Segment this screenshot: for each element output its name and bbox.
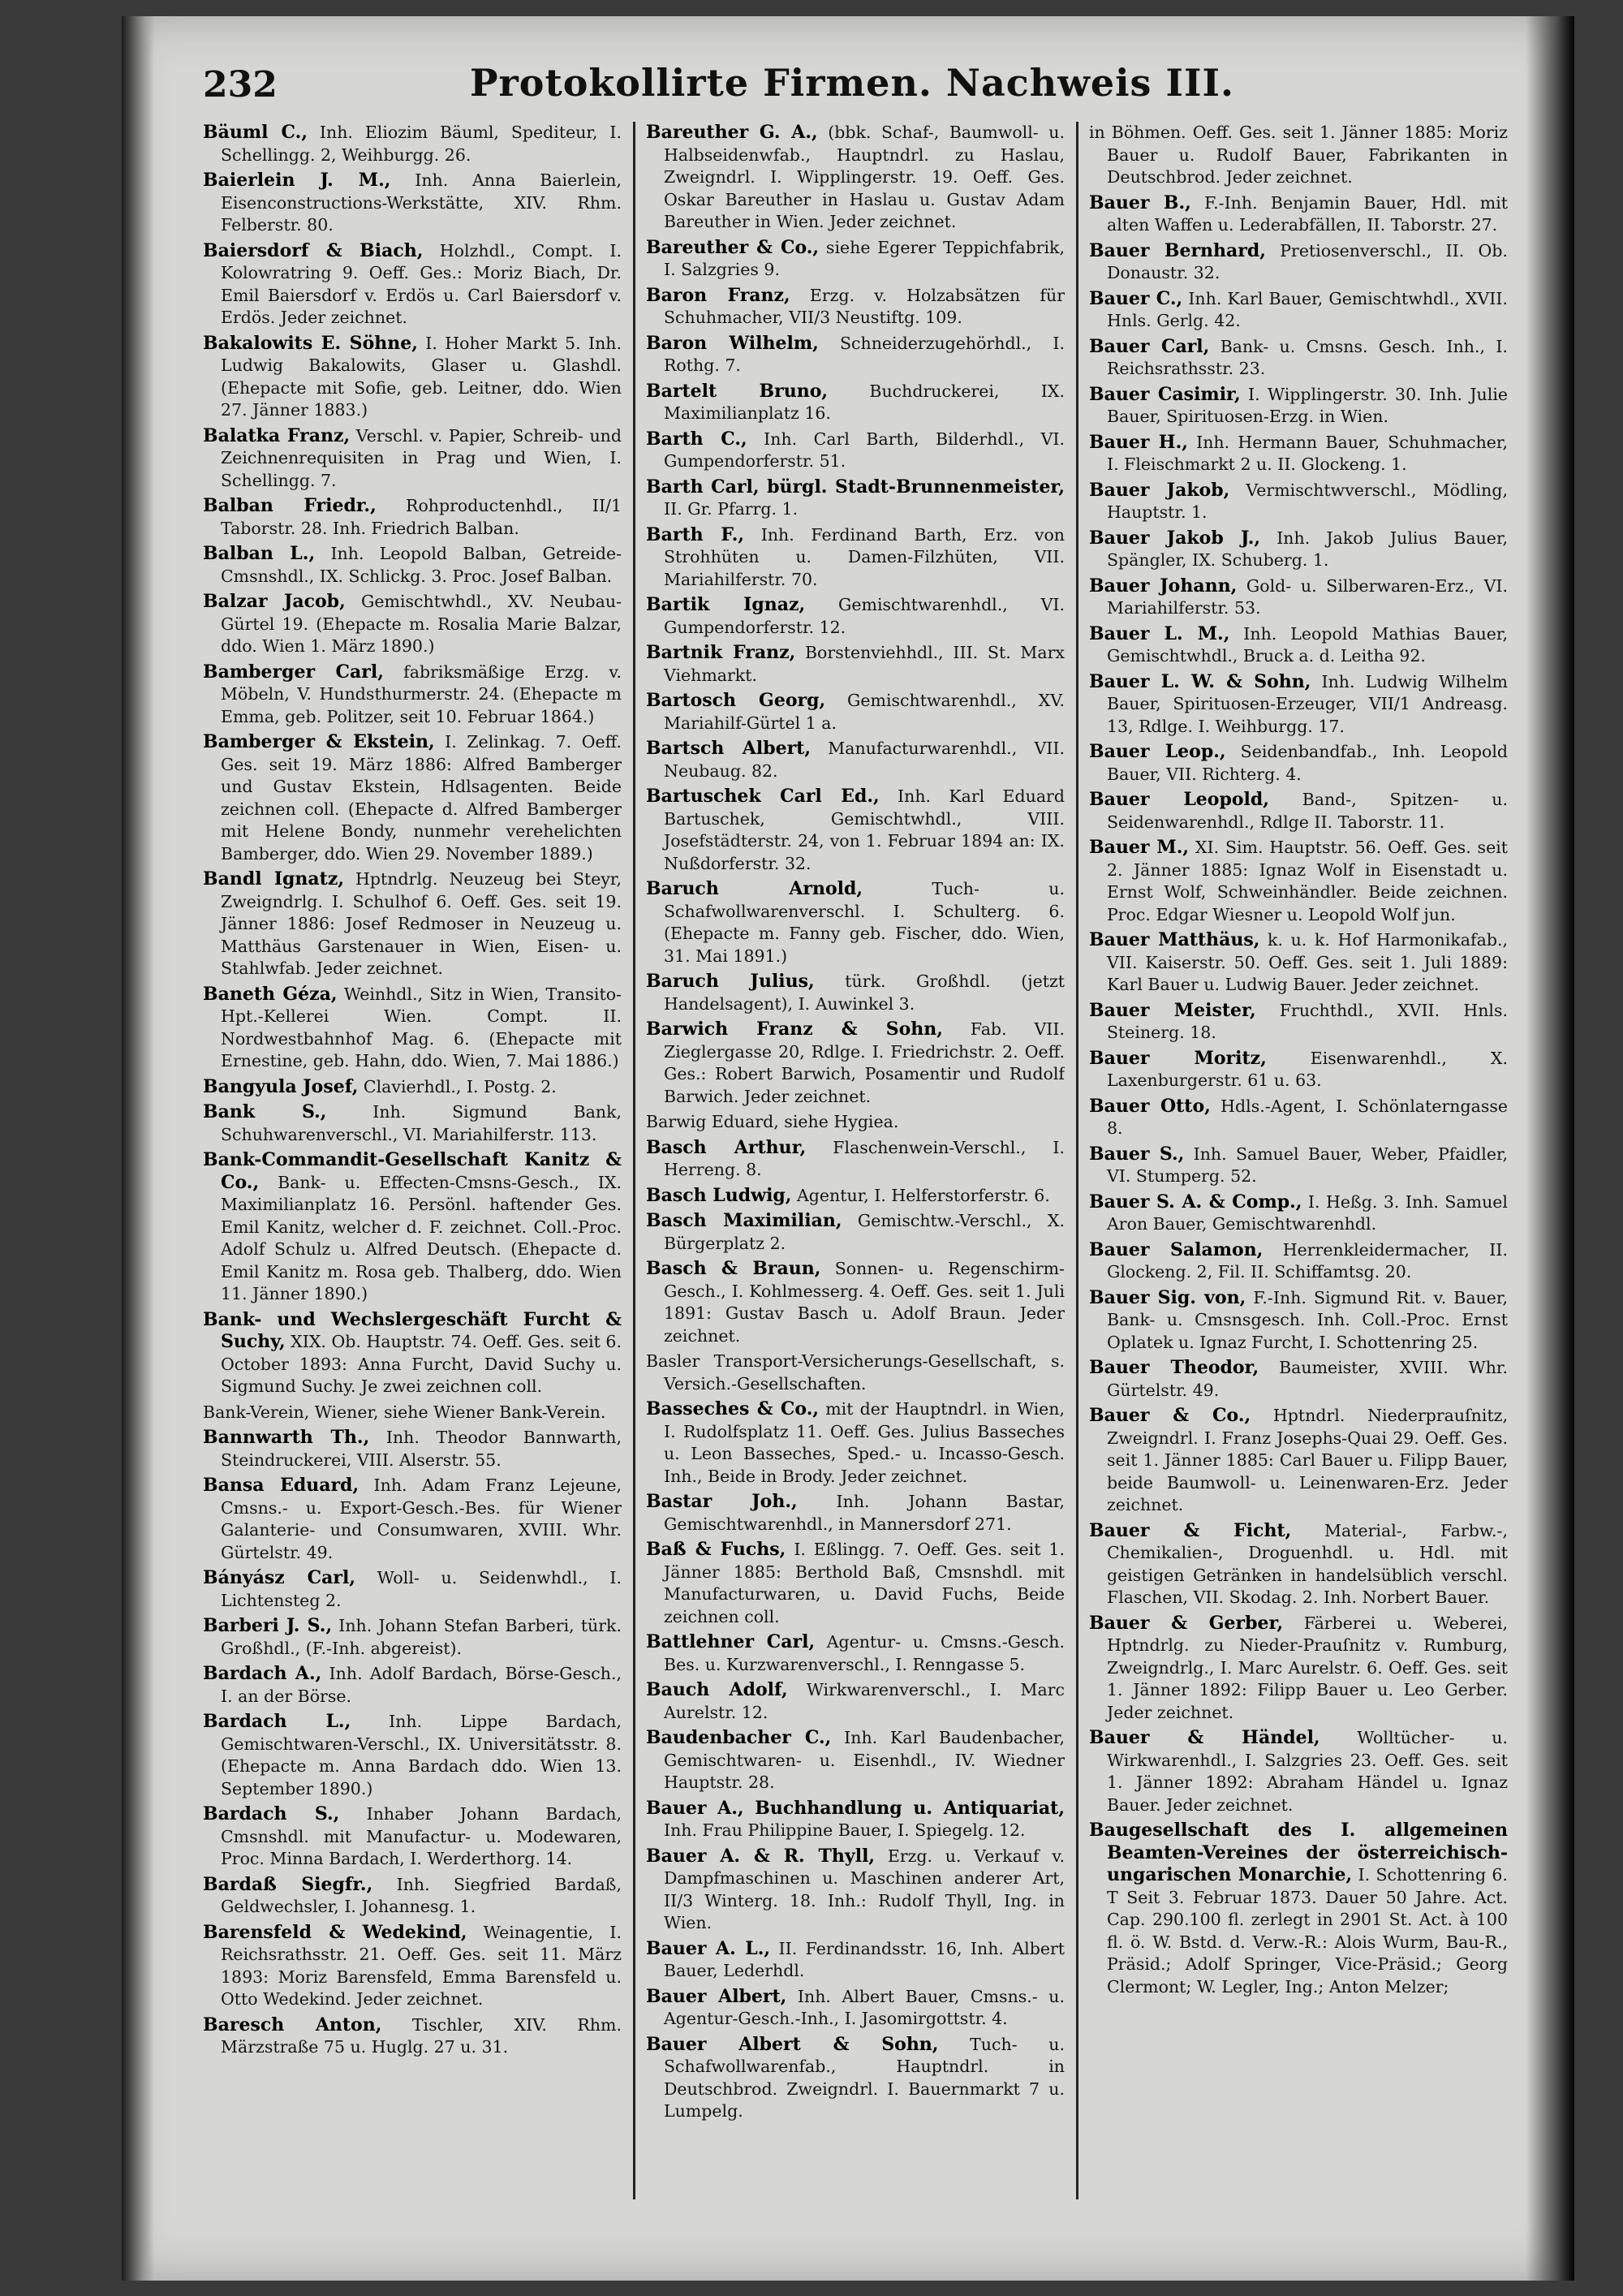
firm-name: Barwich Franz & Sohn, [646, 1019, 943, 1040]
entry-details: Inh. Samuel Bauer, Weber, Pfaidler, VI. Stumperg. 52. [1107, 1144, 1508, 1186]
column-2 [646, 122, 1065, 2232]
firm-name: Barth Carl, bürgl. Stadt-Brunnenmeister, [646, 476, 1065, 498]
entry-details: Baumeister, XVIII. Whr. Gürtelstr. 49. [1107, 1358, 1508, 1400]
directory-entry [203, 1922, 622, 2011]
firm-name: Bauer Leopold, [1089, 789, 1269, 810]
directory-entry [1089, 1191, 1508, 1236]
directory-entry [646, 1539, 1065, 1628]
entry-details: Borstenviehhdl., III. St. Marx Viehmarkt. [664, 643, 1065, 685]
firm-name: Baron Wilhelm, [646, 332, 819, 354]
entry-details: Wolltücher- u. Wirkwarenhdl., I. Salzgries 23. Oeff. Ges. seit 1. Jänner 1892: Abraham Händel u. Ignaz Bauer. Jeder zeichnet. [1107, 1728, 1508, 1815]
page-edge-shadow [1526, 16, 1574, 2281]
directory-entry [203, 591, 622, 658]
firm-name: Bauer & Händel, [1089, 1727, 1320, 1748]
directory-entry [1089, 480, 1508, 524]
firm-name: Bauer H., [1089, 431, 1188, 453]
firm-name: Battlehner Carl, [646, 1631, 816, 1652]
entry-details: Färberei u. Weberei, Hptndrlg. zu Nieder-Prauſnitz v. Rumburg, Zweigndrlg., I. Marc Aurelstr. 6. Oeff. Ges. seit 1. Jänner 1892: Filipp Bauer u. Leo Gerber. Jeder zeichnet. [1107, 1613, 1508, 1722]
entry-details: I. Eßlingg. 7. Oeff. Ges. seit 1. Jänner 1885: Berthold Baß, Cmsnshdl. mit Manufacturwaren, u. David Fuchs, Beide zeichnen coll. [664, 1540, 1065, 1626]
entry-details: I. Hoher Markt 5. Inh. Ludwig Bakalowits, Glaser u. Glashdl. (Ehepacte mit Sofie, geb. Leitner, ddo. Wien 27. Jänner 1883.) [221, 333, 622, 420]
entry-details: Gemischtwarenhdl., VI. Gumpendorferstr. 12. [664, 595, 1065, 637]
entry-details: Erzg. u. Verkauf v. Dampfmaschinen u. Maschinen anderer Art, II/3 Winterg. 18. Inh.: Rudolf Thyll, Ing. in Wien. [664, 1846, 1065, 1932]
entry-details: Barwig Eduard, siehe Hygiea. [646, 1112, 899, 1131]
firm-name: Barth F., [646, 523, 745, 545]
firm-name: Bauer Albert & Sohn, [646, 2033, 939, 2055]
firm-name: Bauer Sig. von, [1089, 1286, 1246, 1308]
directory-entry [1089, 1820, 1508, 1998]
entry-details: Inh. Eliozim Bäuml, Spediteur, I. Schellingg. 2, Weihburgg. 26. [221, 123, 622, 165]
firm-name: Bansa Eduard, [203, 1475, 359, 1496]
column-3 [1089, 122, 1508, 2232]
directory-entry [203, 1149, 622, 1306]
directory-entry [646, 1938, 1065, 1983]
entry-details: Buchdruckerei, IX. Maximilianplatz 16. [664, 381, 1065, 423]
directory-entry [646, 2034, 1065, 2123]
directory-entry [1089, 528, 1508, 572]
entry-details: Sonnen- u. Regenschirm-Gesch., I. Kohlmesserg. 4. Oeff. Ges. seit 1. Juli 1891: Gustav Basch u. Adolf Braun. Jeder zeichnet. [664, 1259, 1065, 1346]
column-1 [203, 122, 622, 2232]
entry-details: Inh. Karl Bauer, Gemischtwhdl., XVII. Hnls. Gerlg. 42. [1107, 288, 1508, 330]
directory-entry [1089, 1727, 1508, 1816]
entry-details: Inh. Jakob Julius Bauer, Spängler, IX. Schuberg. 1. [1107, 528, 1508, 570]
directory-entry [1089, 192, 1508, 237]
firm-name: Baiersdorf & Biach, [203, 239, 424, 261]
directory-entry [203, 1663, 622, 1708]
entry-details: Hdls.-Agent, I. Schönlaterngasse 8. [1107, 1096, 1508, 1138]
entry-details: Weinagentie, I. Reichsrathsstr. 21. Oeff. Ges. seit 11. März 1893: Moriz Barensfeld, Emma Barensfeld u. Otto Wedekind. Jeder zeichnet. [221, 1922, 622, 2009]
firm-name: Bauer Matthäus, [1089, 929, 1260, 950]
directory-entry [203, 240, 622, 330]
entry-details: Woll- u. Seidenwhdl., I. Lichtensteg 2. [221, 1568, 622, 1610]
firm-name: Baudenbacher C., [646, 1727, 832, 1748]
directory-entry [1089, 1405, 1508, 1517]
firm-name: Bannwarth Th., [203, 1427, 370, 1448]
entry-details: II. Ferdinandsstr. 16, Inh. Albert Bauer, Lederhdl. [664, 1938, 1065, 1980]
directory-entry [1089, 1239, 1508, 1284]
firm-name: Bank S., [203, 1101, 327, 1122]
directory-entry [646, 122, 1065, 234]
entry-details: mit der Hauptndrl. in Wien, I. Rudolfsplatz 11. Oeff. Ges. Julius Basseches u. Leon Basseches, Sped.- u. Incasso-Gesch. Inh., Beide in Brody. Jeder zeichnet. [664, 1399, 1065, 1486]
page-header [203, 61, 1501, 118]
firm-name: Baneth Géza, [203, 983, 338, 1005]
entry-details: Fab. VII. Zieglergasse 20, Rdlge. I. Friedrichstr. 2. Oeff. Ges.: Robert Barwich, Posamentir und Rudolf Barwich. Jeder zeichnet. [664, 1019, 1065, 1106]
directory-entry [203, 661, 622, 729]
directory-entry [1089, 789, 1508, 834]
directory-entry [203, 1101, 622, 1146]
directory-entry [646, 1631, 1065, 1676]
entry-details: I. Wipplingerstr. 30. Inh. Julie Bauer, Spirituosen-Erzg. in Wien. [1107, 384, 1508, 426]
directory-entry [1089, 623, 1508, 668]
directory-entry [1089, 336, 1508, 381]
firm-name: Bauer A., Buchhandlung u. Antiquariat, [646, 1797, 1065, 1819]
directory-entry [1089, 1520, 1508, 1609]
directory-entry [1089, 1287, 1508, 1355]
firm-name: Baruch Julius, [646, 971, 815, 992]
directory-entry [646, 690, 1065, 734]
directory-entry [203, 1567, 622, 1612]
entry-details: Inh. Albert Bauer, Cmsns.- u. Agentur-Gesch.-Inh., I. Jasomirgottstr. 4. [664, 1986, 1065, 2028]
entry-details: Manufacturwarenhdl., VII. Neubaug. 82. [664, 739, 1065, 781]
firm-name: Bakalowits E. Söhne, [203, 332, 418, 354]
firm-name: Bauer Theodor, [1089, 1357, 1259, 1378]
directory-entry [203, 333, 622, 422]
firm-name: Bareuther G. A., [646, 122, 818, 143]
entry-details: Hptndrl. Niederprauſnitz, Zweigndrl. I. Franz Josephs-Quai 29. Oeff. Ges. seit 1. Jänner 1885: Carl Bauer u. Filipp Bauer, beide Baumwoll- u. Leinenwaren-Erz. Jeder zeichnet. [1107, 1406, 1508, 1514]
firm-name: Bauer Moritz, [1089, 1047, 1267, 1069]
directory-entry [646, 1846, 1065, 1935]
entry-details: Clavierhdl., I. Postg. 2. [358, 1076, 557, 1096]
firm-name: Bastar Joh., [646, 1491, 798, 1512]
directory-entry [646, 1137, 1065, 1182]
entry-details: siehe Egerer Teppichfabrik, I. Salzgries 9. [664, 237, 1065, 279]
entry-details: fabriksmäßige Erzg. v. Möbeln, V. Hundsthurmerstr. 24. (Ehepacte m Emma, geb. Politzer, seit 10. Februar 1864.) [221, 661, 622, 726]
entry-details: XIX. Ob. Hauptstr. 74. Oeff. Ges. seit 6. October 1893: Anna Furcht, David Suchy u. Sigmund Suchy. Je zwei zeichnen coll. [221, 1332, 622, 1396]
firm-name: Balzar Jacob, [203, 591, 346, 612]
directory-entry [646, 1727, 1065, 1794]
directory-entry [646, 1111, 1065, 1134]
directory-entry [646, 381, 1065, 425]
entry-details: in Böhmen. Oeff. Ges. seit 1. Jänner 1885: Moriz Bauer u. Rudolf Bauer, Fabrikanten in Deutschbrod. Jeder zeichnet. [1089, 123, 1508, 187]
entry-details: Gold- u. Silberwaren-Erz., VI. Mariahilferstr. 53. [1107, 575, 1508, 618]
firm-name: Baresch Anton, [203, 2014, 382, 2035]
entry-details: Erzg. v. Holzabsätzen für Schuhmacher, VII/3 Neustiftg. 109. [664, 285, 1065, 327]
firm-name: Bauer L. W. & Sohn, [1089, 670, 1311, 692]
firm-name: Basch Ludwig, [646, 1184, 792, 1206]
entry-details: Band-, Spitzen- u. Seidenwarenhdl., Rdlge II. Taborstr. 11. [1107, 790, 1508, 832]
directory-entry [1089, 837, 1508, 926]
entry-details: Inh. Carl Barth, Bilderhdl., VI. Gumpendorferstr. 51. [664, 429, 1065, 471]
entry-details: Inh. Karl Baudenbacher, Gemischtwaren- u. Eisenhdl., IV. Wiedner Hauptstr. 28. [664, 1728, 1065, 1792]
firm-name: Bauch Adolf, [646, 1679, 788, 1700]
directory-entry [1089, 741, 1508, 786]
firm-name: Bamberger Carl, [203, 661, 384, 683]
firm-name: Bartik Ignaz, [646, 594, 806, 615]
firm-name: Bauer Jakob J., [1089, 527, 1261, 549]
directory-entry [1089, 1096, 1508, 1140]
directory-entry [203, 122, 622, 166]
firm-name: Bardach A., [203, 1663, 322, 1684]
entry-details: Bank- u. Effecten-Cmsns-Gesch., IX. Maximilianplatz 16. Persönl. haftender Ges. Emil Kanitz, welcher d. F. zeichnet. Coll.-Proc. Adolf Schulz u. Alfred Deutsch. (Ehepacte d. Emil Kanitz m. Rosa geb. Thalberg, ddo. Wien 11. Jänner 1890.) [221, 1172, 622, 1303]
entry-details: türk. Großhdl. (jetzt Handelsagent), I. Auwinkel 3. [664, 971, 1065, 1014]
entry-details: Inh. Adolf Bardach, Börse-Gesch., I. an der Börse. [221, 1664, 622, 1706]
entry-details: Weinhdl., Sitz in Wien, Transito-Hpt.-Kellerei Wien. Compt. II. Nordwestbahnhof Mag. 6. (Ehepacte mit Ernestine, geb. Hahn, ddo. Wien, 7. Mai 1886.) [221, 984, 622, 1070]
entry-details: Bank-Verein, Wiener, siehe Wiener Bank-Verein. [203, 1402, 606, 1422]
firm-name: Bauer & Co., [1089, 1405, 1251, 1426]
directory-entry [203, 984, 622, 1073]
firm-name: Bauer A. & R. Thyll, [646, 1845, 876, 1867]
directory-entry [203, 2014, 622, 2059]
directory-entry [646, 642, 1065, 687]
entry-details: Inh. Leopold Balban, Getreide-Cmsnshdl., IX. Schlickg. 3. Proc. Josef Balban. [221, 544, 622, 586]
firm-name: Balban L., [203, 543, 316, 564]
entry-details: Inh. Karl Eduard Bartuschek, Gemischtwhdl., VIII. Josefstädterstr. 24, von 1. Februar 1894 an: IX. Nußdorferstr. 32. [664, 786, 1065, 873]
entry-details: Inh. Hermann Bauer, Schuhmacher, I. Fleischmarkt 2 u. II. Glockeng. 1. [1107, 432, 1508, 474]
firm-name: Bank- und Wechslergeschäft Furcht & Suchy, [203, 1308, 622, 1352]
column-divider [633, 122, 635, 2199]
directory-entry [203, 1615, 622, 1660]
entry-details: Bank- u. Cmsns. Gesch. Inh., I. Reichsrathsstr. 23. [1107, 336, 1508, 378]
directory-entry [203, 1427, 622, 1471]
firm-name: Barensfeld & Wedekind, [203, 1921, 467, 1943]
directory-entry [646, 786, 1065, 875]
directory-entry [646, 594, 1065, 639]
entry-details: Inhaber Johann Bardach, Cmsnshdl. mit Manufactur- u. Modewaren, Proc. Minna Bardach, I. Werderthorg. 14. [221, 1804, 622, 1868]
directory-entry [203, 1402, 622, 1424]
entry-details: Tuch- u. Schafwollwarenverschl. I. Schulterg. 6. (Ehepacte m. Fanny geb. Fischer, ddo. Wien, 31. Mai 1891.) [664, 879, 1065, 966]
directory-entry [1089, 384, 1508, 429]
firm-name: Baß & Fuchs, [646, 1539, 786, 1560]
firm-name: Bartosch Georg, [646, 690, 826, 711]
directory-entry [646, 1185, 1065, 1208]
entry-details: Agentur, I. Helferstorferstr. 6. [791, 1185, 1050, 1205]
directory-entry [646, 1258, 1065, 1347]
entry-details: Vermischtwverschl., Mödling, Hauptstr. 1. [1107, 480, 1508, 522]
firm-name: Bardach L., [203, 1711, 351, 1732]
directory-entry [1089, 1613, 1508, 1725]
entry-details: Pretiosenverschl., II. Ob. Donaustr. 32. [1107, 240, 1508, 282]
entry-details: Gemischtwhdl., XV. Neubau-Gürtel 19. (Ehepacte m. Rosalia Marie Balzar, ddo. Wien 1. März 1890.) [221, 592, 622, 656]
firm-name: Bauer Otto, [1089, 1095, 1211, 1117]
directory-entry [646, 971, 1065, 1015]
firm-name: Bäuml C., [203, 122, 308, 143]
directory-entry [203, 495, 622, 540]
firm-name: Bardach S., [203, 1803, 340, 1824]
firm-name: Bangyula Josef, [203, 1075, 359, 1097]
firm-name: Bartuschek Carl Ed., [646, 786, 880, 807]
firm-name: Bardaß Siegfr., [203, 1873, 373, 1895]
directory-entry [203, 868, 622, 980]
entry-details: Hptndrlg. Neuzeug bei Steyr, Zweigndrlg. I. Schulhof 6. Oeff. Ges. seit 19. Jänner 1886: Josef Redmoser in Neuzeug u. Matthäus Garstenauer in Wien, Eisen- u. Stahlwfab. Jeder zeichnet. [221, 869, 622, 978]
entry-details: Inh. Frau Philippine Bauer, I. Spiegelg. 12. [664, 1820, 1026, 1840]
directory-entry [646, 1798, 1065, 1842]
entry-details: I. Zelinkag. 7. Oeff. Ges. seit 19. März 1886: Alfred Bamberger und Gustav Ekstein, Hdlsagenten. Beide zeichnen coll. (Ehepacte d. Alfred Bamberger mit Helene Bondy, nunmehr verehelichten Bamberger, ddo. Wien 29. November 1889.) [221, 732, 622, 864]
directory-entry [646, 1986, 1065, 2031]
entry-details: Schneiderzugehörhdl., I. Rothg. 7. [664, 333, 1065, 375]
firm-name: Bauer Leop., [1089, 741, 1226, 762]
entry-details: Inh. Johann Stefan Barberi, türk. Großhdl., (F.-Inh. abgereist). [221, 1616, 622, 1658]
entry-details: Tischler, XIV. Rhm. Märzstraße 75 u. Huglg. 27 u. 31. [221, 2014, 622, 2057]
directory-entry [203, 731, 622, 865]
firm-name: Basch & Braun, [646, 1258, 821, 1279]
firm-name: Bauer Bernhard, [1089, 239, 1266, 261]
directory-entry [646, 1350, 1065, 1395]
directory-entry [203, 543, 622, 588]
directory-entry [1089, 1048, 1508, 1092]
firm-name: Bauer Jakob, [1089, 479, 1230, 501]
entry-details: Material-, Farbw.-, Chemikalien-, Droguenhdl. u. Hdl. mit geistigen Getränken in handelsüblich verschl. Flaschen, VII. Skodag. 2. Inh. Norbert Bauer. [1107, 1520, 1508, 1607]
directory-entry [646, 285, 1065, 330]
firm-name: Basch Maximilian, [646, 1210, 842, 1231]
directory-entry [1089, 240, 1508, 285]
entry-details: Inh. Siegfried Bardaß, Geldwechsler, I. Johannesg. 1. [221, 1874, 622, 1916]
firm-name: Bauer Johann, [1089, 575, 1238, 597]
entry-details: Inh. Johann Bastar, Gemischtwarenhdl., in Mannersdorf 271. [664, 1492, 1065, 1534]
firm-name: Bauer M., [1089, 837, 1190, 858]
firm-name: Bartelt Bruno, [646, 380, 829, 402]
firm-name: Bareuther & Co., [646, 236, 820, 258]
firm-name: Baierlein J. M., [203, 170, 391, 191]
firm-name: Bartnik Franz, [646, 642, 796, 663]
directory-entry [1089, 671, 1508, 739]
entry-details: Inh. Ludwig Wilhelm Bauer, Spirituosen-Erzeuger, VII/1 Andreasg. 13, Rdlge. I. Weihburgg. 17. [1107, 671, 1508, 736]
directory-entry [203, 170, 622, 237]
directory-entry [646, 878, 1065, 967]
entry-details: I. Schottenring 6. T Seit 3. Februar 1873. Dauer 50 Jahre. Act. Cap. 290.100 fl. zerlegt in 2901 St. Act. à 100 fl. ö. W. Bstd. d. Verw.-R.: Alois Wurm, Bau-R., Präsid.; Adolf Springer, Vice-Präsid.; Georg Clermont; W. Legler, Ing.; Anton Melzer; [1107, 1865, 1508, 1997]
entry-details: Gemischtw.-Verschl., X. Bürgerplatz 2. [664, 1211, 1065, 1253]
running-title: Protokollirte Firmen. Nachweis III. [469, 61, 1235, 105]
directory-entry [203, 1475, 622, 1564]
directory-entry [646, 1491, 1065, 1536]
firm-name: Bauer B., [1089, 192, 1191, 213]
firm-name: Balatka Franz, [203, 424, 351, 446]
entry-details: Inh. Ferdinand Barth, Erz. von Strohhüten u. Damen-Filzhüten, VII. Mariahilferstr. 70. [664, 524, 1065, 589]
firm-name: Bartsch Albert, [646, 738, 811, 759]
entry-details: Inh. Leopold Mathias Bauer, Gemischtwhdl., Bruck a. d. Leitha 92. [1107, 623, 1508, 666]
firm-name: Bauer S. A. & Comp., [1089, 1191, 1302, 1213]
firm-name: Barberi J. S., [203, 1615, 333, 1636]
directory-entry [1089, 575, 1508, 620]
directory-entry [646, 524, 1065, 592]
directory-entry [1089, 432, 1508, 476]
firm-name: Bauer & Gerber, [1089, 1612, 1284, 1634]
entry-details: Inh. Adam Franz Lejeune, Cmsns.- u. Export-Gesch.-Bes. für Wiener Galanterie- und Consumwaren, XVIII. Whr. Gürtelstr. 49. [221, 1475, 622, 1562]
entry-details: Agentur- u. Cmsns.-Gesch. Bes. u. Kurzwarenverschl., I. Renngasse 5. [664, 1632, 1065, 1674]
firm-name: Bauer C., [1089, 287, 1183, 309]
column-divider [1076, 122, 1078, 2199]
firm-name: Basch Arthur, [646, 1136, 807, 1158]
directory-entry [646, 1398, 1065, 1488]
entry-details: Verschl. v. Papier, Schreib- und Zeichnenrequisiten in Prag und Wien, I. Schellingg. 7. [221, 425, 622, 490]
entry-details: Seidenbandfab., Inh. Leopold Bauer, VII. Richterg. 4. [1107, 742, 1508, 784]
directory-entry [203, 1309, 622, 1398]
directory-entry [1089, 1357, 1508, 1402]
firm-name: Bauer Meister, [1089, 999, 1256, 1021]
directory-entry [203, 1076, 622, 1099]
firm-name: Bauer L. M., [1089, 622, 1230, 644]
directory-entry [646, 1679, 1065, 1724]
firm-name: Bank-Commandit-Gesellschaft Kanitz & Co., [203, 1149, 622, 1193]
entry-details: Inh. Sigmund Bank, Schuhwarenverschl., VI. Mariahilferstr. 113. [221, 1102, 622, 1144]
directory-entry [203, 425, 622, 493]
directory-entry [1089, 1000, 1508, 1045]
entry-details: Rohproductenhdl., II/1 Taborstr. 28. Inh. Friedrich Balban. [221, 496, 622, 538]
entry-details: II. Gr. Pfarrg. 1. [664, 499, 799, 519]
directory-entry [646, 237, 1065, 282]
directory-entry [1089, 122, 1508, 189]
firm-name: Bandl Ignatz, [203, 868, 344, 890]
directory-entry [1089, 1144, 1508, 1188]
entry-details: F.-Inh. Sigmund Rit. v. Bauer, Bank- u. Cmsnsgesch. Inh. Coll.-Proc. Ernst Oplatek u. Ignaz Furcht, I. Schottenring 25. [1107, 1287, 1508, 1352]
directory-entry [646, 476, 1065, 521]
firm-name: Bauer & Ficht, [1089, 1519, 1292, 1541]
firm-name: Barth C., [646, 428, 747, 450]
entry-details: Inh. Anna Baierlein, Eisenconstructions-Werkstätte, XIV. Rhm. Felberstr. 80. [221, 170, 622, 235]
directory-entry [646, 429, 1065, 473]
entry-details: Wirkwarenverschl., I. Marc Aurelstr. 12. [664, 1680, 1065, 1722]
firm-name: Bamberger & Ekstein, [203, 731, 435, 752]
entry-details: I. Heßg. 3. Inh. Samuel Aron Bauer, Gemischtwarenhdl. [1107, 1191, 1508, 1234]
entry-details: Gemischtwarenhdl., XV. Mariahilf-Gürtel 1 a. [664, 691, 1065, 733]
entry-details: Eisenwarenhdl., X. Laxenburgerstr. 61 u. 63. [1107, 1048, 1508, 1090]
entry-details: Flaschenwein-Verschl., I. Herreng. 8. [664, 1137, 1065, 1179]
directory-entry [646, 738, 1065, 782]
firm-name: Baron Franz, [646, 284, 790, 306]
directory-entry [646, 1210, 1065, 1255]
firm-name: Bauer Carl, [1089, 335, 1210, 357]
firm-name: Baugesellschaft des I. allgemeinen Beamten-Vereines der österreichisch-ungarischen Monarchie, [1089, 1820, 1508, 1885]
directory-entry [646, 333, 1065, 377]
directory-entry [646, 1019, 1065, 1108]
entry-details: Basler Transport-Versicherungs-Gesellschaft, s. Versich.-Gesellschaften. [646, 1351, 1065, 1394]
entry-details: Herrenkleidermacher, II. Glockeng. 2, Fil. II. Schiffamtsg. 20. [1107, 1239, 1508, 1282]
firm-name: Bauer Salamon, [1089, 1238, 1264, 1260]
page-gutter-shadow [122, 16, 154, 2281]
firm-name: Bauer Casimir, [1089, 383, 1241, 405]
firm-name: Basseches & Co., [646, 1398, 820, 1419]
directory-page [122, 16, 1574, 2281]
entry-details: XI. Sim. Hauptstr. 56. Oeff. Ges. seit 2. Jänner 1885: Ignaz Wolf in Eisenstadt u. Ernst Wolf, Schweinhändler. Beide zeichnen. Proc. Edgar Wiesner u. Leopold Wolf jun. [1107, 838, 1508, 924]
directory-entry [203, 1874, 622, 1919]
entry-details: (bbk. Schaf-, Baumwoll- u. Halbseidenwfab., Hauptndrl. zu Haslau, Zweigndrl. I. Wipplingerstr. 19. Oeff. Ges. Oskar Bareuther in Haslau u. Gustav Adam Bareuther in Wien. Jeder zeichnet. [664, 123, 1065, 231]
firm-name: Bauer A. L., [646, 1937, 771, 1959]
entry-details: Fruchthdl., XVII. Hnls. Steinerg. 18. [1107, 1000, 1508, 1042]
entry-details: Holzhdl., Compt. I. Kolowratring 9. Oeff. Ges.: Moriz Biach, Dr. Emil Baiersdorf v. Erdös u. Carl Baiersdorf v. Erdös. Jeder zeichnet. [221, 240, 622, 327]
firm-name: Bányász Carl, [203, 1567, 356, 1588]
directory-entry [1089, 288, 1508, 333]
directory-entry [203, 1803, 622, 1871]
entry-details: Tuch- u. Schafwollwarenfab., Hauptndrl. in Deutschbrod. Zweigndrl. I. Bauernmarkt 7 u. Lumpelg. [664, 2034, 1065, 2121]
firm-name: Balban Friedr., [203, 495, 377, 516]
directory-entry [1089, 929, 1508, 997]
entry-details: k. u. k. Hof Harmonikafab., VII. Kaiserstr. 50. Oeff. Ges. seit 1. Juli 1889: Karl Bauer u. Ludwig Bauer. Jeder zeichnet. [1107, 930, 1508, 994]
firm-name: Bauer S., [1089, 1143, 1185, 1165]
entry-details: F.-Inh. Benjamin Bauer, Hdl. mit alten Waffen u. Lederabfällen, II. Taborstr. 27. [1107, 192, 1508, 235]
page-number: 232 [203, 64, 278, 106]
directory-entry [203, 1711, 622, 1800]
firm-name: Bauer Albert, [646, 1985, 787, 2007]
entry-details: Inh. Lippe Bardach, Gemischtwaren-Verschl., IX. Universitätsstr. 8. (Ehepacte m. Anna Bardach ddo. Wien 13. September 1890.) [221, 1712, 622, 1798]
firm-name: Baruch Arnold, [646, 878, 863, 899]
entry-details: Inh. Theodor Bannwarth, Steindruckerei, VIII. Alserstr. 55. [221, 1428, 622, 1470]
